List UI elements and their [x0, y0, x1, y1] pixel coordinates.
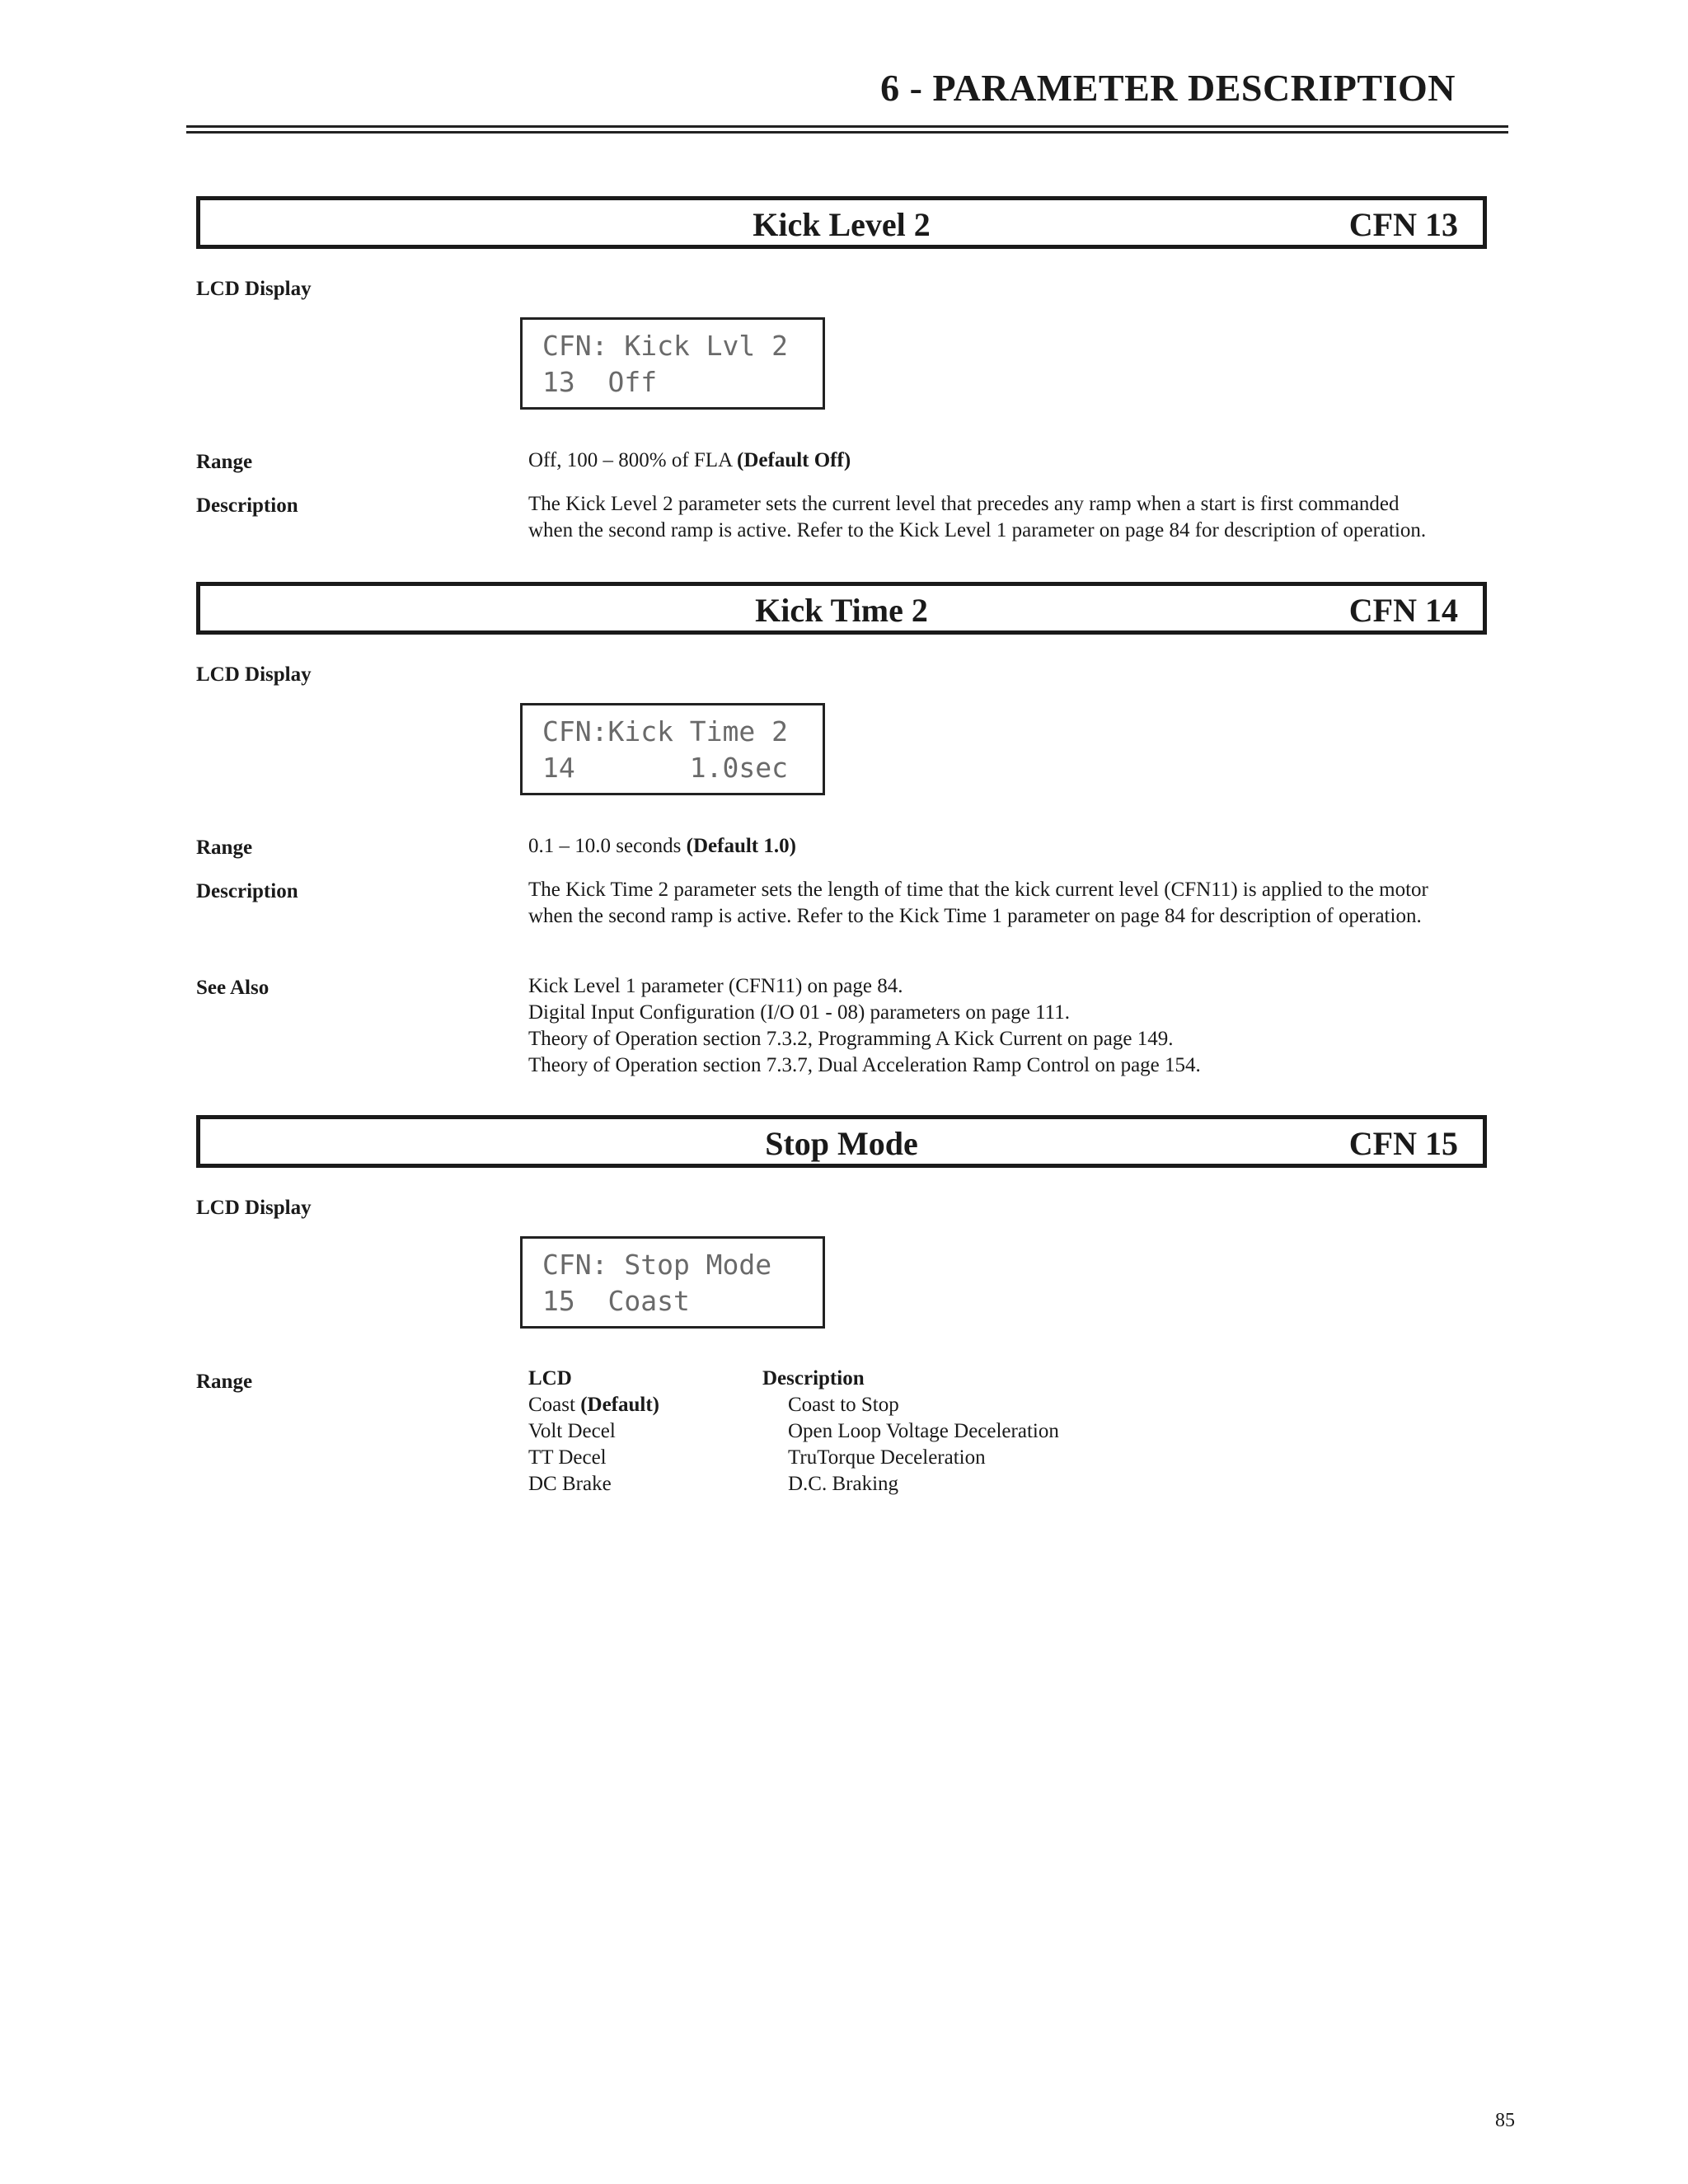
description-line: The Kick Level 2 parameter sets the current level that precedes any ramp when a start is first commanded — [528, 493, 1400, 515]
description-label: Description — [196, 494, 298, 517]
table-row — [528, 1394, 659, 1417]
see-also-list — [528, 973, 1501, 1079]
lcd-line-2: 15 Coast — [542, 1285, 690, 1317]
table-cell-description: Coast to Stop — [788, 1394, 899, 1416]
range-label: Range — [196, 451, 253, 473]
section-header-stop-mode — [196, 1115, 1487, 1168]
range-label: Range — [196, 837, 253, 859]
range-value — [528, 448, 1501, 474]
section-header-kick-level-2 — [196, 196, 1487, 249]
description-line: when the second ramp is active. Refer to the Kick Level 1 parameter on page 84 for description of operation. — [528, 519, 1427, 541]
lcd-display — [520, 703, 825, 795]
lcd-line-1: CFN: Stop Mode — [542, 1249, 772, 1281]
see-also-item: Theory of Operation section 7.3.7, Dual Acceleration Ramp Control on page 154. — [528, 1054, 1201, 1076]
chapter-title: 6 - PARAMETER DESCRIPTION — [880, 67, 1456, 109]
see-also-item: Digital Input Configuration (I/O 01 - 08) parameters on page 111. — [528, 1001, 1071, 1024]
range-text: 0.1 – 10.0 seconds — [528, 835, 687, 857]
table-header-description: Description — [762, 1367, 865, 1390]
description-text — [528, 491, 1501, 544]
range-value — [528, 833, 1501, 860]
lcd-display-label: LCD Display — [196, 1197, 312, 1219]
table-cell-lcd: DC Brake — [528, 1473, 612, 1495]
header-rule — [186, 131, 1508, 134]
range-default: (Default Off) — [737, 449, 851, 471]
header-rule — [186, 125, 1508, 128]
range-label: Range — [196, 1371, 253, 1393]
section-title: Stop Mode — [765, 1125, 918, 1162]
lcd-line-2: 14 1.0sec — [542, 752, 789, 784]
table-cell-lcd: Volt Decel — [528, 1420, 616, 1442]
table-cell-description: Open Loop Voltage Deceleration — [788, 1420, 1059, 1442]
see-also-item: Theory of Operation section 7.3.2, Programming A Kick Current on page 149. — [528, 1028, 1174, 1050]
table-cell-lcd: TT Decel — [528, 1446, 607, 1469]
table-cell-default: (Default) — [580, 1394, 660, 1416]
table-cell-lcd: Coast — [528, 1394, 581, 1416]
range-default: (Default 1.0) — [686, 835, 796, 857]
lcd-line-1: CFN: Kick Lvl 2 — [542, 330, 789, 362]
see-also-item: Kick Level 1 parameter (CFN11) on page 84. — [528, 975, 903, 997]
table-cell-description: D.C. Braking — [788, 1473, 899, 1495]
description-line: when the second ramp is active. Refer to the Kick Time 1 parameter on page 84 for description of operation. — [528, 905, 1422, 927]
range-text: Off, 100 – 800% of FLA — [528, 449, 738, 471]
lcd-line-1: CFN:Kick Time 2 — [542, 715, 789, 748]
lcd-display-label: LCD Display — [196, 278, 312, 300]
lcd-display-label: LCD Display — [196, 663, 312, 686]
table-cell-description: TruTorque Deceleration — [788, 1446, 986, 1469]
section-title: Kick Time 2 — [755, 592, 928, 629]
section-header-kick-time-2 — [196, 582, 1487, 635]
description-text — [528, 877, 1501, 930]
section-code: CFN 13 — [1348, 206, 1458, 243]
description-line: The Kick Time 2 parameter sets the length of time that the kick current level (CFN11) is applied to the motor — [528, 879, 1428, 901]
section-code: CFN 15 — [1348, 1125, 1458, 1162]
page-number: 85 — [1495, 2110, 1515, 2131]
lcd-display — [520, 1236, 825, 1329]
description-label: Description — [196, 880, 298, 902]
lcd-display — [520, 317, 825, 410]
section-code: CFN 14 — [1348, 592, 1458, 629]
table-header-lcd: LCD — [528, 1367, 572, 1390]
section-title: Kick Level 2 — [753, 206, 931, 243]
see-also-label: See Also — [196, 977, 270, 999]
lcd-line-2: 13 Off — [542, 366, 658, 398]
